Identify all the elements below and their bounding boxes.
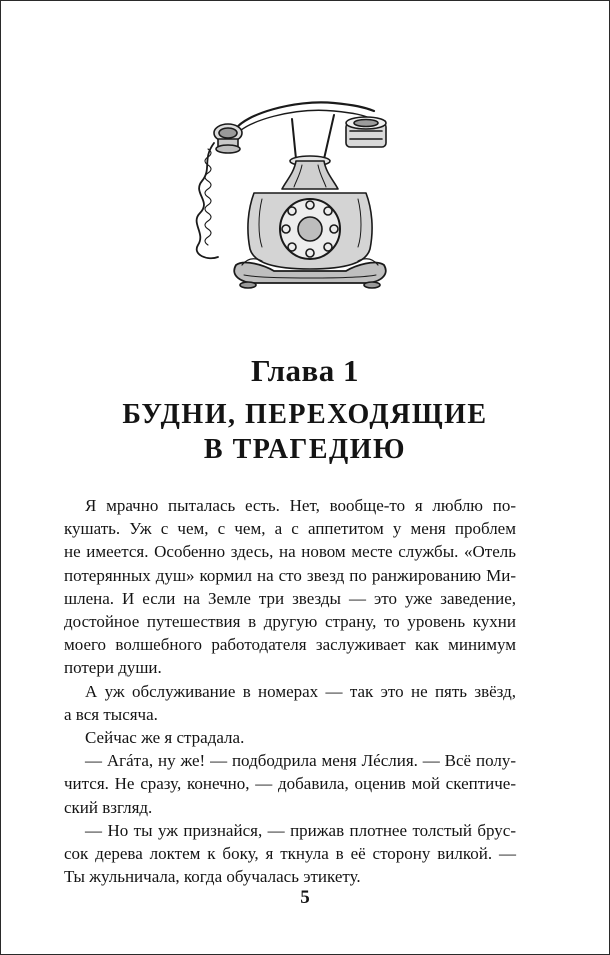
body-line: шлена. И если на Земле три звезды — это уже заведение, <box>64 588 516 608</box>
body-line: а вся тысяча. <box>64 704 158 724</box>
body-line: потери души. <box>64 658 162 678</box>
body-line: — Но ты уж признайся, — прижав плотнее толстый брус- <box>85 820 516 840</box>
body-line: — Агáта, ну же! — подбодрила меня Лéслия. — Всё полу- <box>85 751 516 771</box>
body-line: А уж обслуживание в номерах — так это не пять звёзд, <box>85 681 516 701</box>
page-number: 5 <box>300 887 310 908</box>
chapter-number: Глава 1 <box>250 353 360 388</box>
antique-telephone-icon <box>184 89 396 289</box>
chapter-title-line: В ТРАГЕДИЮ <box>203 434 407 465</box>
body-line: моего волшебного работодателя заслуживает как минимум <box>64 635 516 655</box>
body-line: ский взгляд. <box>64 797 153 817</box>
body-line: Ты жульничала, когда обучалась этикету. <box>64 867 361 887</box>
body-line: не имеется. Особенно здесь, на новом месте службы. «Отель <box>64 542 516 562</box>
body-line: сок дерева локтем к боку, я ткнула в её сторону вилкой. — <box>64 844 516 864</box>
chapter-title-line: БУДНИ, ПЕРЕХОДЯЩИЕ <box>122 399 488 430</box>
body-text <box>64 494 516 888</box>
body-line: Сейчас же я страдала. <box>85 728 245 748</box>
body-line: достойное путешествия в другую страну, то уровень кухни <box>64 612 516 632</box>
body-line: чится. Не сразу, конечно, — добавила, оценив мой скептиче- <box>64 774 516 794</box>
body-line: кушать. Уж с чем, с чем, а с аппетитом у меня проблем <box>64 519 516 539</box>
body-line: Я мрачно пыталась есть. Нет, вообще-то я люблю по- <box>85 496 516 515</box>
chapter-title <box>1 397 609 467</box>
body-line: потерянных душ» кормил на сто звезд по ранжированию Ми- <box>64 565 516 585</box>
